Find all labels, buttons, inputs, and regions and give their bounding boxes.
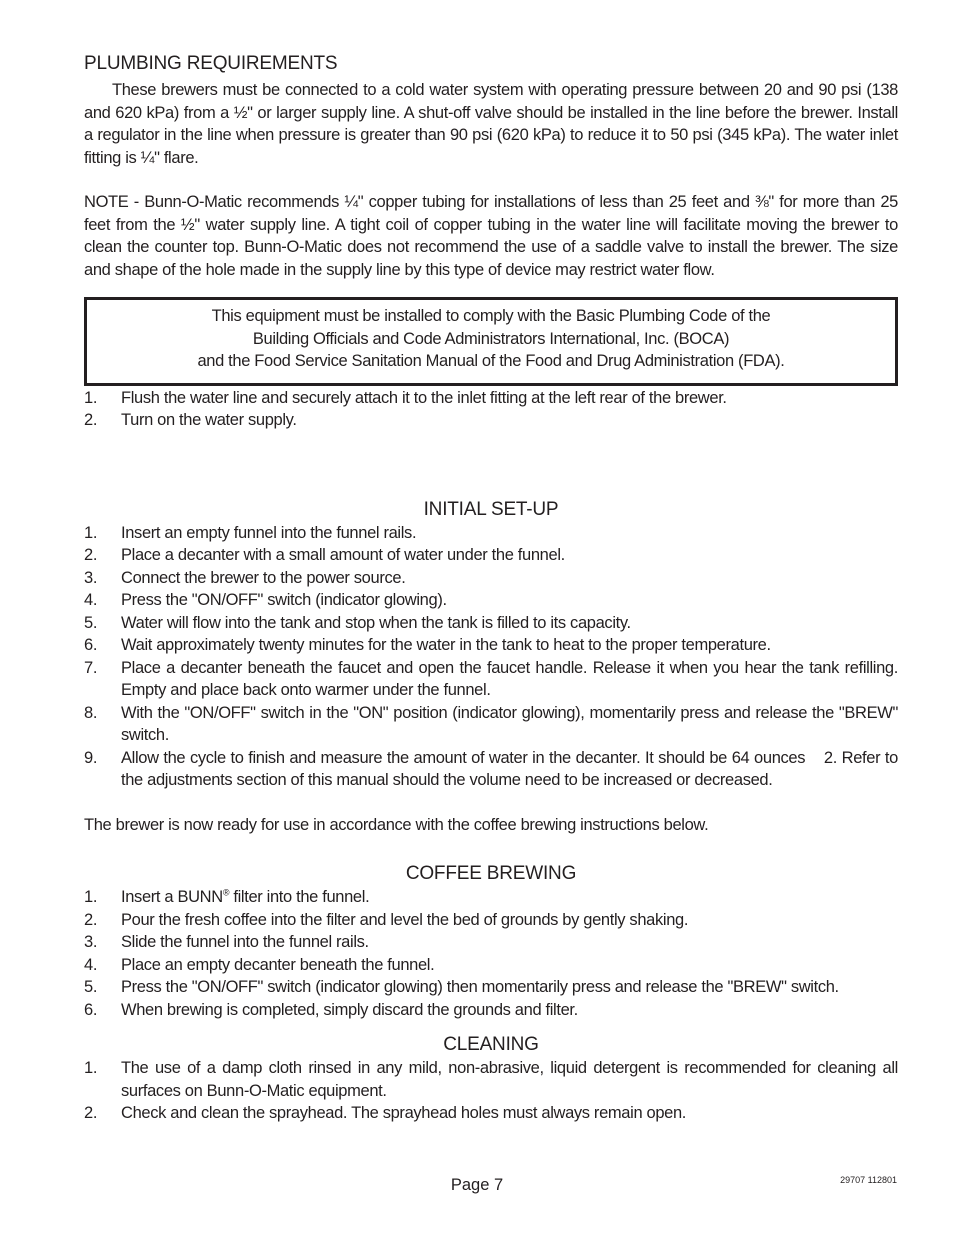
step-number: 1. [84,388,98,407]
step-number: 6. [84,1000,98,1019]
box-line: and the Food Service Sanitation Manual of the Food and Drug Administration (FDA). [197,352,785,370]
list-item [84,886,898,909]
step-text: Flush the water line and securely attach it to the inlet fitting at the left rear of the brewer. [121,388,727,407]
list-item [84,1057,898,1102]
step-text: Place a decanter with a small amount of water under the funnel. [121,546,565,564]
cleaning-steps [84,1057,898,1125]
box-line: This equipment must be installed to comply with the Basic Plumbing Code of the [211,307,771,325]
step-number: 4. [84,955,98,974]
step-number: 7. [84,658,98,677]
step-number: 1. [84,1059,98,1077]
step-text [121,886,898,909]
list-item [84,634,898,657]
cleaning-heading: CLEANING [443,1034,539,1055]
list-item [84,1102,898,1125]
step-text: When brewing is completed, simply discard the grounds and filter. [121,1000,578,1019]
list-item [84,747,903,792]
step-text: Press the "ON/OFF" switch (indicator glowing). [121,591,447,609]
step-text: Place an empty decanter beneath the funnel. [121,955,435,974]
step-text: Check and clean the sprayhead. The sprayhead holes must always remain open. [121,1104,687,1122]
plumbing-paragraph: These brewers must be connected to a cold water system with operating pressure between 20 and 90 psi (138 and 620 kPa) from a ½" or larger supply line. A shut-off valve should be installed in the line before the brewer. Install a regulator in the line when pressure is greater than 90 psi (620 kPa) to reduce it to 50 psi (345 kPa). The water inlet fitting is ¼" flare. [84,81,898,167]
list-item [84,589,898,612]
step-number: 2. [84,910,98,929]
step-text: With the "ON/OFF" switch in the "ON" position (indicator glowing), momentarily press and release the "BREW" switch. [121,703,898,744]
step-number: 1. [84,888,98,906]
step-number: 8. [84,703,98,722]
list-item [84,544,898,567]
list-item [84,657,898,702]
list-item [84,522,898,545]
code-compliance-box [84,297,898,386]
list-item [84,909,898,932]
setup-heading: INITIAL SET-UP [423,498,559,520]
step-text: Connect the brewer to the power source. [121,568,406,587]
step-number: 9. [84,748,98,767]
step-number: 5. [84,978,98,996]
plumbing-steps [84,387,898,432]
step-number: 4. [84,591,98,609]
list-item [84,999,898,1022]
step-number: 6. [84,636,98,654]
list-item [84,954,898,977]
step-text-part: Insert a BUNN [121,888,223,906]
step-number: 2. [84,1104,98,1122]
step-text: Water will flow into the tank and stop when the tank is filled to its capacity. [121,613,631,632]
step-number: 5. [84,613,98,632]
step-text-part: filter into the funnel. [229,888,370,906]
manual-page [84,52,903,1125]
ready-statement: The brewer is now ready for use in accordance with the coffee brewing instructions below. [84,815,709,834]
step-text: Insert an empty funnel into the funnel rails. [121,523,417,542]
list-item [84,931,898,954]
list-item [84,612,898,635]
step-text: Pour the fresh coffee into the filter and level the bed of grounds by gently shaking. [121,910,689,929]
step-text: The use of a damp cloth rinsed in any mild, non-abrasive, liquid detergent is recommended for cleaning all surfaces on Bunn-O-Matic equipment. [121,1059,898,1100]
list-item [84,702,898,747]
box-line: Building Officials and Code Administrators International, Inc. (BOCA) [252,329,730,348]
step-number: 3. [84,568,98,587]
step-text: Press the "ON/OFF" switch (indicator glowing) then momentarily press and release the "BREW" switch. [121,978,839,996]
step-text: Allow the cycle to finish and measure the amount of water in the decanter. It should be 64 ounces 2. Refer to the adjustments section of this manual should the volume need to be increased or decreased. [121,748,903,789]
step-text: Wait approximately twenty minutes for the water in the tank to heat to the proper temperature. [121,636,771,654]
brewing-heading: COFFEE BREWING [405,863,577,884]
document-code: 29707 112801 [840,1175,897,1185]
step-text: Turn on the water supply. [121,411,297,429]
step-text: Slide the funnel into the funnel rails. [121,933,369,951]
step-number: 2. [84,411,98,429]
list-item [84,976,898,999]
list-item [84,409,898,432]
page-number: Page 7 [450,1176,504,1194]
list-item [84,387,898,410]
step-number: 1. [84,523,98,542]
plumbing-note: NOTE - Bunn-O-Matic recommends ¼" copper tubing for installations of less than 25 feet and ⅜" for more than 25 feet from the ½" water supply line. A tight coil of copper tubing in the water line will facilitate moving the brewer to clean the counter top. Bunn-O-Matic does not recommend the use of a saddle valve to install the brewer. The size and shape of the hole made in the supply line by this type of device may restrict water flow. [84,193,898,279]
brewing-steps [84,886,898,1021]
step-number: 2. [84,546,98,564]
registered-mark: ® [222,887,230,898]
step-text: Place a decanter beneath the faucet and open the faucet handle. Release it when you hear the tank refilling. Empty and place back onto warmer under the funnel. [121,658,898,699]
plumbing-heading: PLUMBING REQUIREMENTS [84,53,338,74]
setup-steps [84,522,903,792]
list-item [84,567,898,590]
step-number: 3. [84,933,98,951]
